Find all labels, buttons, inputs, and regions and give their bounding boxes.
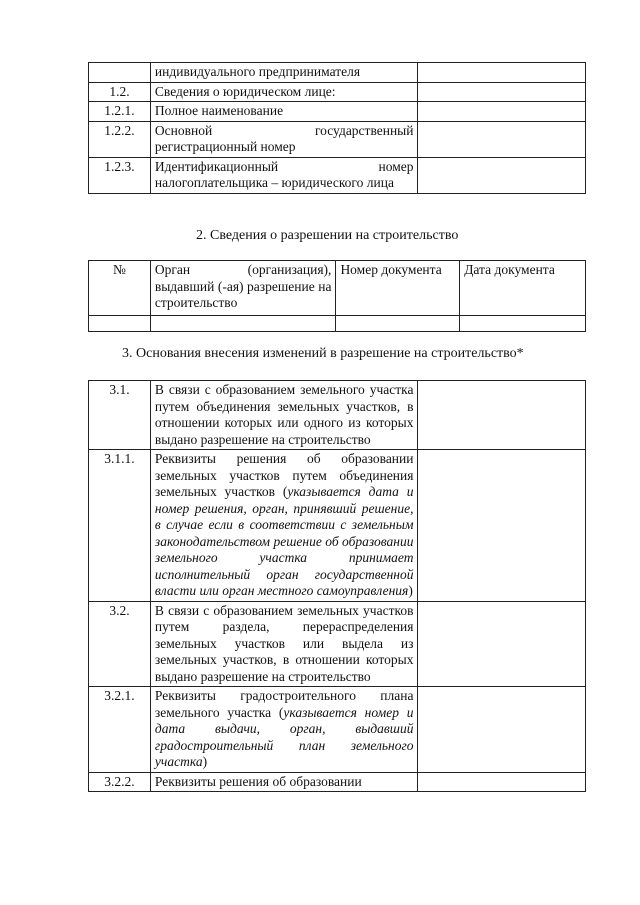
row-label-text: Реквизиты решения об образовании земельных участков путем объединения земельных участков ( [154,451,414,499]
row-value[interactable] [418,63,586,83]
cell-issuer[interactable] [150,316,336,332]
row-label-text: Реквизиты градостроительного плана земельного участка ( [154,688,414,720]
section-2-heading: 2. Сведения о разрешении на строительство [196,228,459,243]
row-value[interactable] [418,772,586,792]
row-number: 3.1.1. [89,450,151,602]
table-change-grounds [88,380,586,792]
table-row [89,687,586,773]
table-row [89,157,586,193]
row-value[interactable] [418,157,586,193]
row-label: индивидуального предпринимателя [150,63,418,83]
table-row [89,381,586,450]
row-label: Реквизиты решения об образовании [150,772,418,792]
row-label-note: указывается номер и дата выдачи, орган, выдавший градостроительный план земельного участка [154,704,414,769]
row-value[interactable] [418,82,586,102]
row-label: Основной государственный регистрационный номер [150,121,418,157]
row-label: В связи с образованием земельного участка путем объединения земельных участков, в отношении которых или одного из которых выдано разрешение на строительство [150,381,418,450]
column-header-doc-date: Дата документа [460,261,586,316]
column-header-number: № [89,261,151,316]
row-number [89,63,151,83]
row-label [150,450,418,602]
table-row [89,450,586,602]
row-number: 1.2.2. [89,121,151,157]
row-value[interactable] [418,102,586,122]
row-number: 3.2. [89,601,151,687]
row-number: 1.2. [89,82,151,102]
table-row [89,601,586,687]
row-value[interactable] [418,121,586,157]
table-permit-info [88,260,586,332]
row-value[interactable] [418,381,586,450]
table-row [89,772,586,792]
row-label: Сведения о юридическом лице: [150,82,418,102]
table-header-row [89,261,586,316]
table-applicant-info [88,62,586,194]
row-number: 3.2.1. [89,687,151,773]
row-label [150,687,418,773]
section-3-heading: 3. Основания внесения изменений в разрешение на строительство* [122,346,524,361]
row-value[interactable] [418,450,586,602]
table-row [89,102,586,122]
table-row [89,316,586,332]
row-number: 1.2.3. [89,157,151,193]
table-row [89,63,586,83]
cell-number[interactable] [89,316,151,332]
row-value[interactable] [418,601,586,687]
row-label-note: указывается дата и номер решения, орган, принявший решение, в случае если в соответствии с земельным законодательством решение об образовании земельного участка принимает исполнительный орган государственной власти или орган местного самоуправления [154,484,414,598]
row-label-tail: ) [202,754,208,769]
row-label-tail: ) [408,583,413,598]
cell-doc-number[interactable] [336,316,460,332]
table-row [89,121,586,157]
row-label: Идентификационный номер налогоплательщика – юридического лица [150,157,418,193]
table-row [89,82,586,102]
row-label: В связи с образованием земельных участков путем раздела, перераспределения земельных участков или выдела из земельных участков, в отношении которых выдано разрешение на строительство [150,601,418,687]
row-value[interactable] [418,687,586,773]
row-label: Полное наименование [150,102,418,122]
row-number: 3.1. [89,381,151,450]
column-header-doc-number: Номер документа [336,261,460,316]
column-header-issuer: Орган (организация), выдавший (-ая) разрешение на строительство [150,261,336,316]
row-number: 1.2.1. [89,102,151,122]
row-number: 3.2.2. [89,772,151,792]
cell-doc-date[interactable] [460,316,586,332]
